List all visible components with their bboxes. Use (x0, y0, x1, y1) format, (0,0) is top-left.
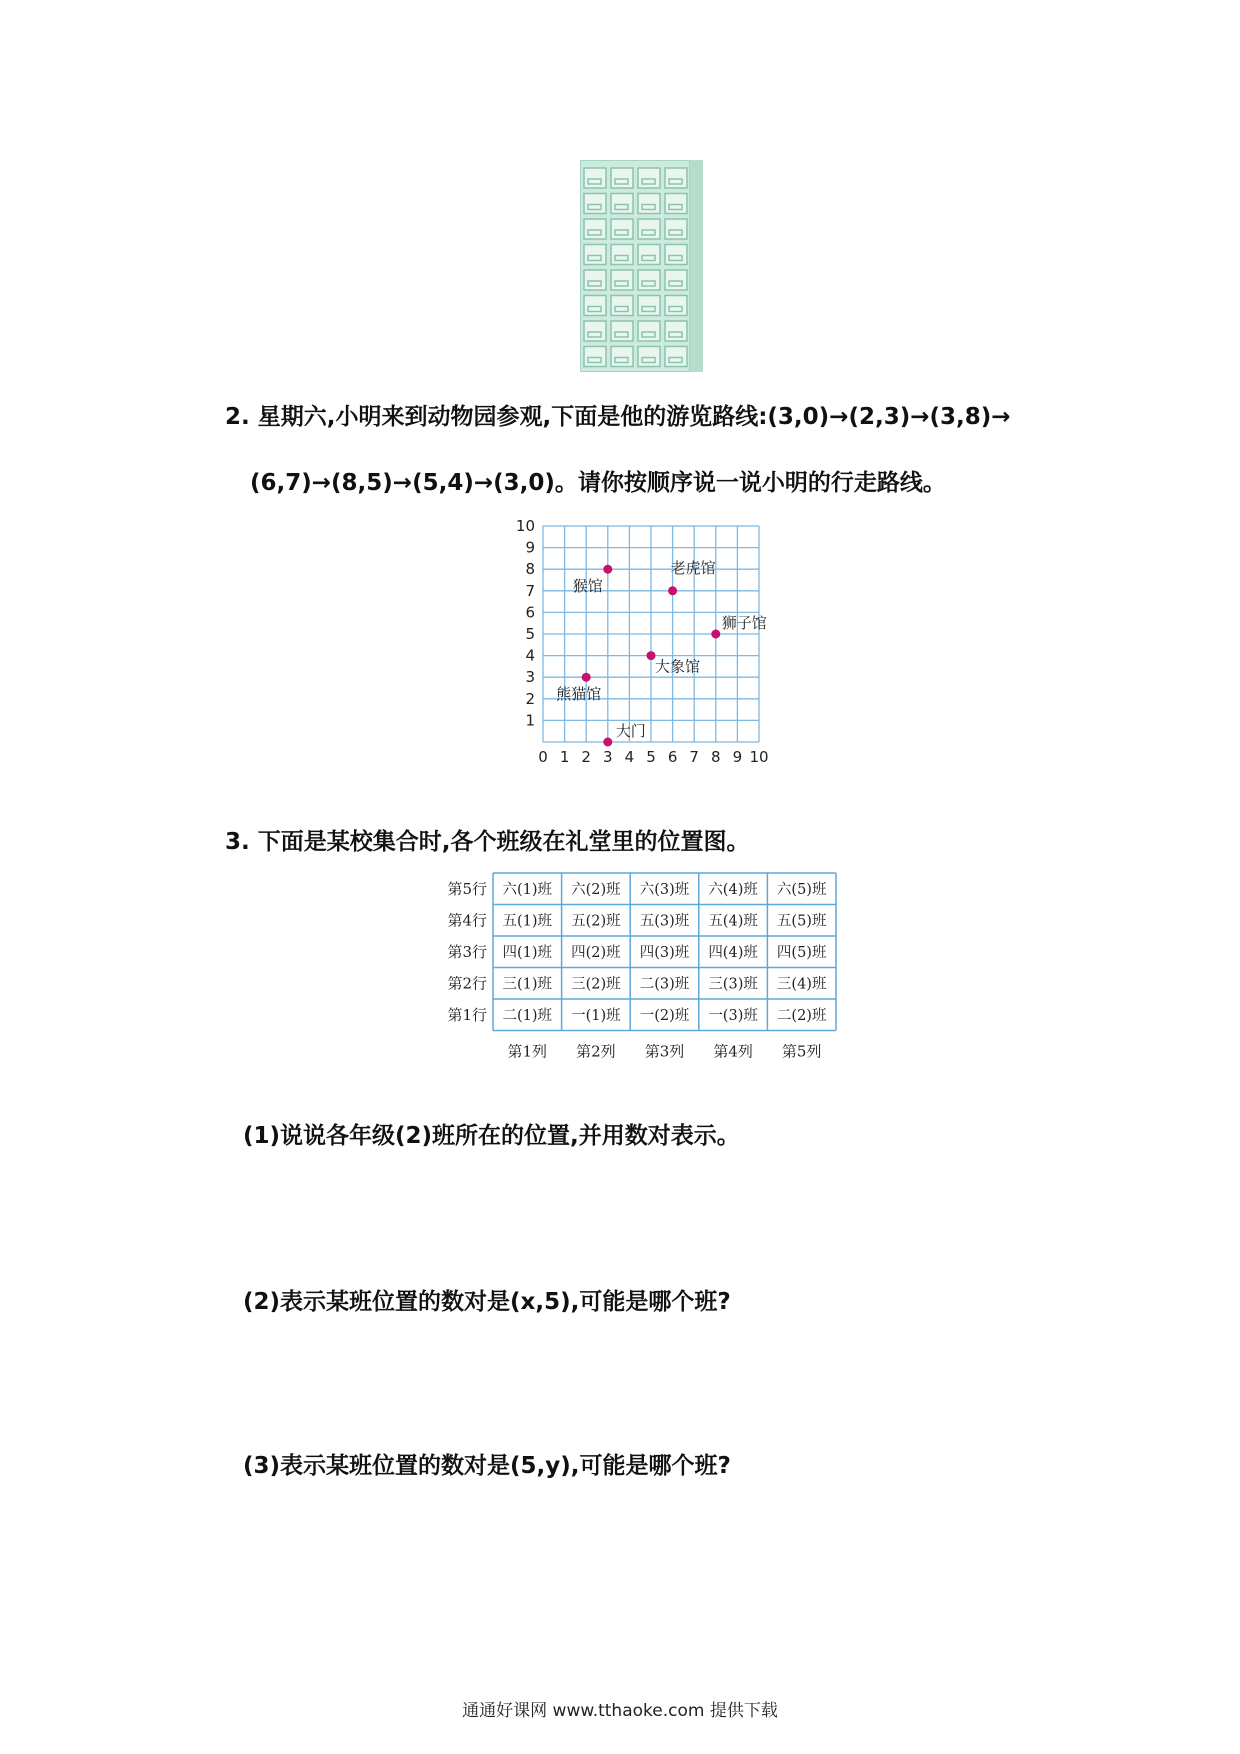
y-tick-label: 6 (525, 603, 535, 622)
building-window (611, 296, 633, 316)
class-cell: 一(2)班 (639, 1007, 690, 1024)
class-cell: 一(1)班 (571, 1007, 621, 1024)
location-label: 大象馆 (655, 657, 701, 676)
building-window (638, 219, 660, 239)
x-tick-label: 10 (749, 748, 769, 766)
x-tick-label: 1 (559, 748, 570, 766)
row-label: 第2行 (447, 974, 487, 993)
class-cell: 五(3)班 (639, 913, 690, 930)
footer-source: 通通好课网 www.tthaoke.com 提供下载 (462, 1701, 778, 1721)
building-window (611, 270, 633, 290)
building-window (584, 347, 606, 367)
x-tick-label: 0 (538, 748, 548, 766)
class-cell: 二(1)班 (502, 1007, 553, 1024)
class-cell: 四(5)班 (776, 944, 827, 961)
row-label: 第3行 (447, 942, 487, 961)
building-window (665, 219, 687, 239)
class-cell: 四(3)班 (639, 944, 690, 961)
question-2-line-2: (6,7)→(8,5)→(5,4)→(3,0)。请你按顺序说一说小明的行走路线。 (250, 470, 946, 496)
location-label: 老虎馆 (670, 558, 716, 577)
building-window (638, 296, 660, 316)
class-cell: 三(2)班 (571, 976, 621, 993)
y-tick-label: 10 (515, 517, 535, 535)
class-cell: 五(1)班 (502, 913, 553, 930)
class-cell: 三(3)班 (708, 976, 758, 993)
y-tick-label: 3 (525, 668, 535, 687)
class-cell: 四(1)班 (502, 944, 553, 961)
building-window (638, 347, 660, 367)
column-label: 第4列 (713, 1042, 753, 1061)
building-window (584, 168, 606, 188)
building-window (584, 321, 606, 341)
building-window (584, 194, 606, 214)
class-cell: 一(3)班 (708, 1007, 758, 1024)
building-window (638, 194, 660, 214)
building-window (611, 245, 633, 265)
class-cell: 六(3)班 (639, 881, 690, 898)
building-window (665, 168, 687, 188)
column-label: 第1列 (507, 1042, 548, 1061)
sub-question-3: (3)表示某班位置的数对是(5,y),可能是哪个班? (243, 1453, 731, 1479)
location-label: 大门 (615, 722, 646, 740)
building-window (665, 245, 687, 265)
building-window (638, 270, 660, 290)
building-window (611, 219, 633, 239)
sub-question-2: (2)表示某班位置的数对是(x,5),可能是哪个班? (243, 1289, 731, 1315)
x-tick-label: 3 (603, 748, 613, 766)
x-tick-label: 6 (667, 748, 678, 766)
class-cell: 二(2)班 (776, 1007, 827, 1024)
x-tick-label: 2 (581, 748, 591, 766)
building-window (584, 296, 606, 316)
class-cell: 三(1)班 (502, 976, 553, 993)
building-illustration (580, 160, 703, 372)
y-tick-label: 1 (525, 711, 535, 730)
building-window (611, 168, 633, 188)
location-point (668, 586, 677, 595)
location-label: 猴馆 (572, 577, 603, 596)
y-tick-label: 2 (525, 689, 535, 708)
class-cell: 六(4)班 (708, 881, 758, 898)
column-label: 第2列 (576, 1042, 616, 1061)
class-cell: 五(4)班 (708, 913, 758, 930)
building-window (584, 245, 606, 265)
building-window (584, 270, 606, 290)
column-label: 第3列 (644, 1042, 685, 1061)
building-window (611, 194, 633, 214)
building-window (638, 168, 660, 188)
y-tick-label: 8 (525, 560, 535, 579)
x-tick-label: 9 (732, 748, 743, 766)
building-window (665, 194, 687, 214)
building-window (611, 321, 633, 341)
class-cell: 三(4)班 (776, 976, 827, 993)
class-cell: 四(4)班 (708, 944, 758, 961)
building-window (665, 321, 687, 341)
row-label: 第5行 (447, 879, 487, 898)
y-tick-label: 9 (525, 538, 535, 557)
building-window (665, 347, 687, 367)
y-tick-label: 4 (525, 646, 535, 665)
class-cell: 六(2)班 (571, 881, 621, 898)
y-tick-label: 7 (525, 581, 535, 600)
location-point (603, 738, 612, 747)
x-tick-label: 7 (689, 748, 699, 766)
zoo-coordinate-map (500, 512, 800, 772)
location-point (603, 565, 612, 574)
building-window (638, 245, 660, 265)
building-window (584, 219, 606, 239)
location-label: 熊猫馆 (556, 685, 602, 704)
sub-question-1: (1)说说各年级(2)班所在的位置,并用数对表示。 (243, 1123, 740, 1149)
class-cell: 二(3)班 (639, 976, 690, 993)
location-point (582, 673, 591, 682)
x-tick-label: 5 (646, 748, 656, 766)
question-3-title: 3. 下面是某校集合时,各个班级在礼堂里的位置图。 (225, 829, 750, 855)
location-label: 狮子馆 (721, 614, 767, 632)
building-window (611, 347, 633, 367)
class-cell: 六(5)班 (776, 881, 827, 898)
x-tick-label: 4 (624, 748, 635, 766)
row-label: 第4行 (447, 911, 487, 930)
x-tick-label: 8 (711, 748, 721, 766)
class-cell: 五(5)班 (776, 913, 827, 930)
building-window (665, 296, 687, 316)
class-cell: 五(2)班 (571, 913, 621, 930)
class-seating-chart (433, 865, 853, 1065)
y-tick-label: 5 (525, 625, 535, 643)
row-label: 第1行 (447, 1005, 487, 1024)
question-2-line-1: 2. 星期六,小明来到动物园参观,下面是他的游览路线:(3,0)→(2,3)→(3,8)→ (225, 404, 1011, 430)
building-window (665, 270, 687, 290)
class-cell: 四(2)班 (571, 944, 621, 961)
building-window (638, 321, 660, 341)
column-label: 第5列 (781, 1042, 822, 1061)
location-point (711, 630, 720, 639)
class-cell: 六(1)班 (502, 881, 553, 898)
